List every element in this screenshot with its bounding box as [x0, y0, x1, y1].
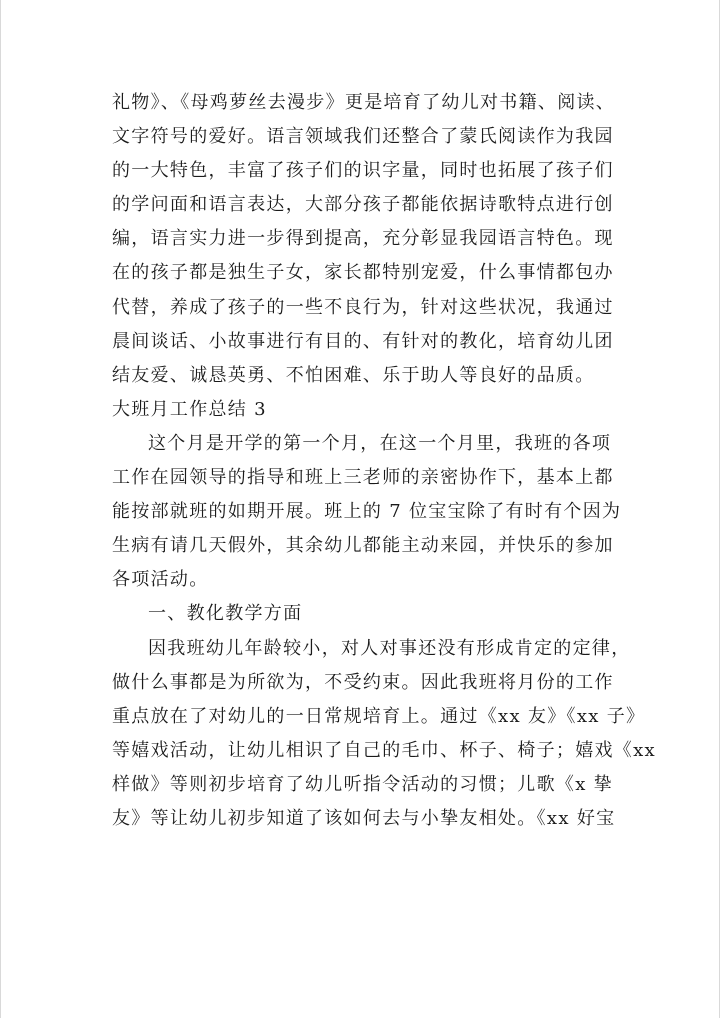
paragraph-line: 结友爱、诚恳英勇、不怕困难、乐于助人等良好的品质。 [112, 364, 595, 386]
document-body [112, 86, 656, 836]
paragraph-line: 的学问面和语言表达，大部分孩子都能依据诗歌特点进行创 [112, 194, 614, 216]
paragraph-line: 这个月是开学的第一个月，在这一个月里，我班的各项 [148, 432, 612, 454]
paragraph-line: 等嬉戏活动，让幼儿相识了自己的毛巾、杯子、椅子；嬉戏《xx [112, 739, 656, 761]
paragraph-line: 生病有请几天假外，其余幼儿都能主动来园，并快乐的参加 [112, 535, 614, 557]
paragraph-line: 重点放在了对幼儿的一日常规培育上。通过《xx 友》《xx 子》 [112, 705, 646, 727]
paragraph-line: 因我班幼儿年龄较小，对人对事还没有形成肯定的定律， [148, 637, 631, 659]
paragraph-line: 在的孩子都是独生子女，家长都特别宠爱，什么事情都包办 [112, 262, 614, 284]
paragraph-line: 能按部就班的如期开展。班上的 7 位宝宝除了有时有个因为 [112, 501, 622, 523]
paragraph-line: 文字符号的爱好。语言领域我们还整合了蒙氏阅读作为我园 [112, 126, 614, 148]
paragraph-line: 做什么事都是为所欲为，不受约束。因此我班将月份的工作 [112, 671, 614, 693]
paragraph-line: 礼物》、《母鸡萝丝去漫步》更是培育了幼儿对书籍、阅读、 [112, 92, 616, 113]
page-border-left [0, 0, 1, 1018]
paragraph-line: 友》等让幼儿初步知道了该如何去与小挚友相处。《xx 好宝 [112, 807, 616, 829]
paragraph-line: 各项活动。 [112, 569, 209, 591]
paragraph-line: 代替，养成了孩子的一些不良行为，针对这些状况，我通过 [112, 296, 614, 318]
paragraph-line: 样做》等则初步培育了幼儿听指令活动的习惯；儿歌《x 挚 [112, 773, 613, 795]
paragraph-line: 的一大特色，丰富了孩子们的识字量，同时也拓展了孩子们 [112, 160, 614, 182]
paragraph-line: 晨间谈话、小故事进行有目的、有针对的教化，培育幼儿团 [112, 330, 614, 352]
paragraph-line: 编，语言实力进一步得到提高，充分彰显我园语言特色。现 [112, 228, 614, 250]
paragraph-line: 工作在园领导的指导和班上三老师的亲密协作下，基本上都 [112, 467, 614, 489]
subsection-heading: 一、教化教学方面 [148, 603, 303, 625]
section-heading: 大班月工作总结 3 [112, 398, 267, 420]
